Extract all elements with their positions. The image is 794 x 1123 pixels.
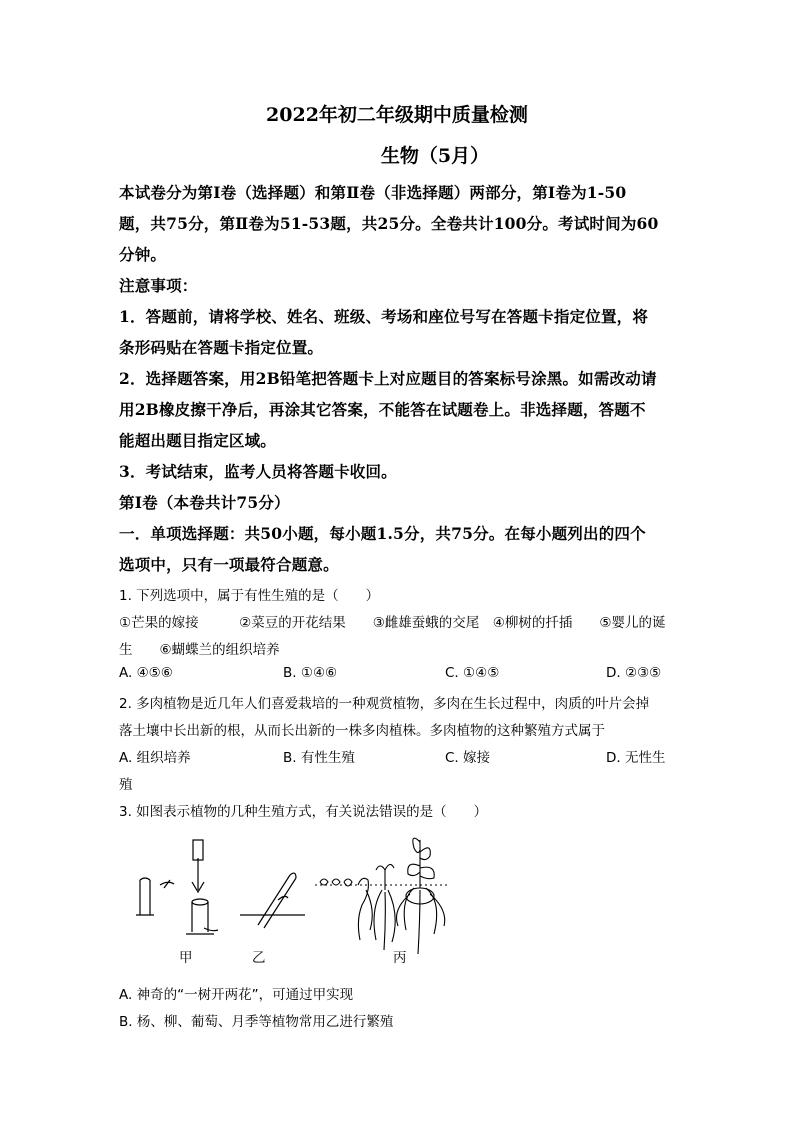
part-title: 第Ⅰ卷（本卷共计75分）: [119, 493, 290, 512]
question-2-option-c: C. 嫁接: [445, 750, 491, 766]
figure-label-yi: 乙: [252, 950, 266, 966]
question-1-option-a: A. ④⑤⑥: [119, 665, 173, 681]
note-3: 3．考试结束，监考人员将答题卡收回。: [119, 462, 397, 481]
exam-subtitle: 生物（5月）: [380, 145, 490, 167]
question-2-stem-line-1: 2. 多肉植物是近几年人们喜爱栽培的一种观赏植物，多肉在生长过程中，肉质的叶片会掉: [119, 696, 650, 712]
question-1-option-b: B. ①④⑥: [283, 665, 338, 681]
question-1-items-line-1: ①芒果的嫁接 ②菜豆的开花结果 ③雌雄蚕蛾的交尾 ④柳树的扦插 ⑤婴儿的诞: [119, 615, 666, 631]
tuber-drawing: [315, 838, 450, 954]
question-1-option-c: C. ①④⑤: [445, 665, 500, 681]
question-1-items-line-2: 生 ⑥蝴蝶兰的组织培养: [119, 642, 280, 658]
figure-label-jia: 甲: [179, 950, 193, 966]
question-2-option-d-wrap: 殖: [119, 777, 133, 793]
intro-line-3: 分钟。: [119, 245, 167, 264]
question-3-option-a: A. 神奇的“一树开两花”，可通过甲实现: [119, 987, 354, 1003]
question-3-stem: 3. 如图表示植物的几种生殖方式，有关说法错误的是（ ）: [119, 804, 488, 820]
question-1-stem: 1. 下列选项中，属于有性生殖的是（ ）: [119, 588, 380, 604]
cutting-drawing: [240, 873, 305, 928]
note-2-line-3: 能超出题目指定区域。: [119, 431, 277, 450]
intro-line-2: 题，共75分，第Ⅱ卷为51-53题，共25分。全卷共计100分。考试时间为60: [119, 214, 659, 233]
question-3-option-b: B. 杨、柳、葡萄、月季等植物常用乙进行繁殖: [119, 1014, 394, 1030]
section-instructions-line-1: 一．单项选择题：共50小题，每小题1.5分，共75分。在每小题列出的四个: [119, 524, 646, 543]
question-2-stem-line-2: 落土壤中长出新的根，从而长出新的一株多肉植株。多肉植物的这种繁殖方式属于: [119, 723, 605, 739]
note-2-line-2: 用2B橡皮擦干净后，再涂其它答案，不能答在试题卷上。非选择题，答题不: [119, 400, 646, 419]
question-2-option-a: A. 组织培养: [119, 750, 191, 766]
question-1-option-d: D. ②③⑤: [606, 665, 662, 681]
exam-title: 2022年初二年级期中质量检测: [266, 104, 528, 126]
question-2-option-d: D. 无性生: [606, 750, 666, 766]
question-2-option-b: B. 有性生殖: [283, 750, 355, 766]
section-instructions-line-2: 选项中，只有一项最符合题意。: [119, 555, 339, 574]
grafting-drawing: [136, 840, 218, 934]
note-1-line-1: 1．答题前，请将学校、姓名、班级、考场和座位号写在答题卡指定位置，将: [119, 307, 649, 326]
figure-label-bing: 丙: [393, 950, 407, 966]
notes-heading: 注意事项：: [119, 276, 198, 295]
intro-line-1: 本试卷分为第Ⅰ卷（选择题）和第Ⅱ卷（非选择题）两部分，第Ⅰ卷为1-50: [119, 183, 627, 202]
note-2-line-1: 2．选择题答案，用2B铅笔把答题卡上对应题目的答案标号涂黑。如需改动请: [119, 369, 657, 388]
note-1-line-2: 条形码贴在答题卡指定位置。: [119, 338, 324, 357]
